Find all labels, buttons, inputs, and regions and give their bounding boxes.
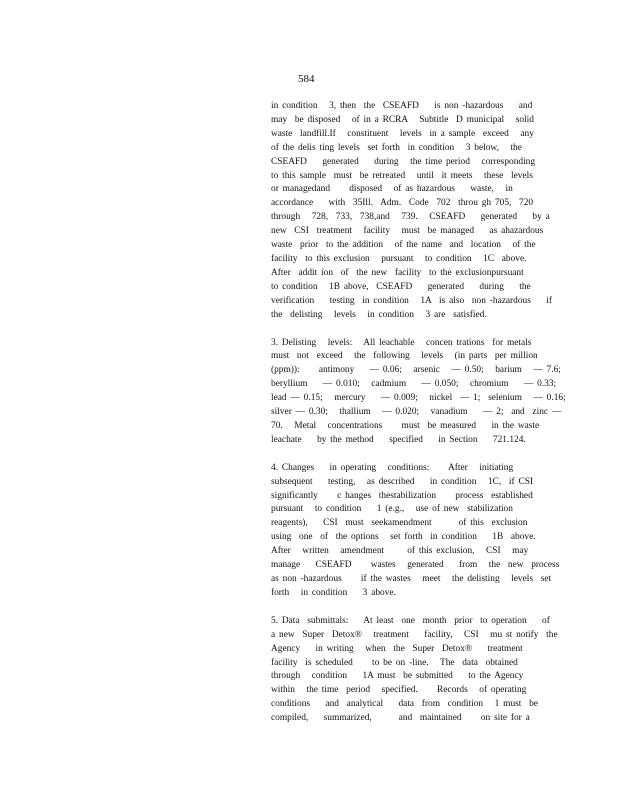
text-line: waste prior to the addition of the name and location of the — [271, 240, 536, 251]
text-line: through 728, 733, 738,and 739. CSEAFD generated by a — [271, 212, 550, 223]
text-line: 70. Metal concentrations must be measured in the waste — [271, 420, 540, 431]
text-line: 4. Changes in operating conditions: After initiating — [271, 462, 514, 473]
text-line: compiled, summarized, and maintained on site for a — [271, 713, 530, 724]
text-line: to this sample must be retreated until it meets these levels — [271, 170, 533, 181]
text-line: Agency in writing when the Super Detox® treatment — [271, 643, 523, 654]
page-number: 584 — [298, 73, 315, 85]
text-line: of the delis ting levels set forth in condition 3 below, the — [271, 142, 522, 153]
text-line: significantly c hanges thestabilization process established — [271, 490, 533, 501]
text-line: facility to this exclusion pursuant to condition 1C above. — [271, 253, 527, 264]
text-line: After written amendment of this exclusion, CSI may — [271, 546, 529, 557]
text-line: subsequent testing, as described in condition 1C, if CSI — [271, 476, 534, 487]
text-line: forth in condition 3 above. — [271, 587, 396, 598]
text-line: manage CSEAFD wastes generated from the new process — [271, 560, 560, 571]
text-line: 5. Data submittals: At least one month prior to operation of — [271, 615, 550, 626]
paragraph-delisting-levels — [271, 337, 566, 448]
paragraph-changes-operating-conditions — [271, 462, 561, 601]
text-line: to condition 1B above, CSEAFD generated during the — [271, 281, 531, 292]
text-line: verification testing in condition 1A is also non -hazardous if — [271, 295, 552, 306]
text-line: (ppm)): antimony — 0.06; arsenic — 0.50; barium — 7.6; — [271, 365, 561, 376]
text-line: leachate by the method specified in Section 721.124. — [271, 434, 526, 445]
text-line: conditions and analytical data from condition 1 must be — [271, 699, 538, 710]
text-line: may be disposed of in a RCRA Subtitle D municipal solid — [271, 114, 534, 125]
text-line: silver — 0.30; thallium — 0.020; vanadium — 2; and zinc — — [271, 407, 562, 418]
text-line: the delisting levels in condition 3 are satisfied. — [271, 309, 487, 320]
text-line: through condition 1A must be submitted to the Agency — [271, 671, 524, 682]
text-line: After addit ion of the new facility to the exclusionpursuant — [271, 267, 524, 278]
paragraph-data-submittals — [271, 615, 561, 726]
text-line: facility is scheduled to be on -line. The data obtained — [271, 657, 518, 668]
text-line: within the time period specified. Records of operating — [271, 685, 527, 696]
text-line: must not exceed the following levels (in parts per million — [271, 351, 538, 362]
text-line: new CSI treatment facility must be managed as ahazardous — [271, 226, 544, 237]
text-line: 3. Delisting levels: All leachable concen trations for metals — [271, 337, 532, 348]
document-body — [271, 100, 566, 740]
text-line: beryllium — 0.010; cadmium — 0.050; chromium — 0.33; — [271, 379, 557, 390]
text-line: accordance with 35Ill. Adm. Code 702 throu gh 705, 720 — [271, 198, 534, 209]
text-line: lead — 0.15; mercury — 0.009; nickel — 1; selenium — 0.16; — [271, 393, 566, 404]
text-line: as non -hazardous if the wastes meet the delisting levels set — [271, 574, 552, 584]
text-line: reagents), CSI must seekamendment of this exclusion — [271, 518, 528, 529]
paragraph-condition-3-disposal — [271, 100, 561, 323]
text-line: a new Super Detox® treatment facility, CSI mu st notify the — [271, 629, 558, 640]
text-line: CSEAFD generated during the time period corresponding — [271, 156, 536, 167]
text-line: in condition 3, then the CSEAFD is non -hazardous and — [271, 101, 533, 111]
text-line: or managedand disposed of as hazardous waste, in — [271, 184, 513, 195]
text-line: waste landfill.If constituent levels in a sample exceed any — [271, 128, 534, 139]
text-line: pursuant to condition 1 (e.g., use of new stabilization — [271, 504, 513, 515]
text-line: using one of the options set forth in condition 1B above. — [271, 532, 536, 543]
